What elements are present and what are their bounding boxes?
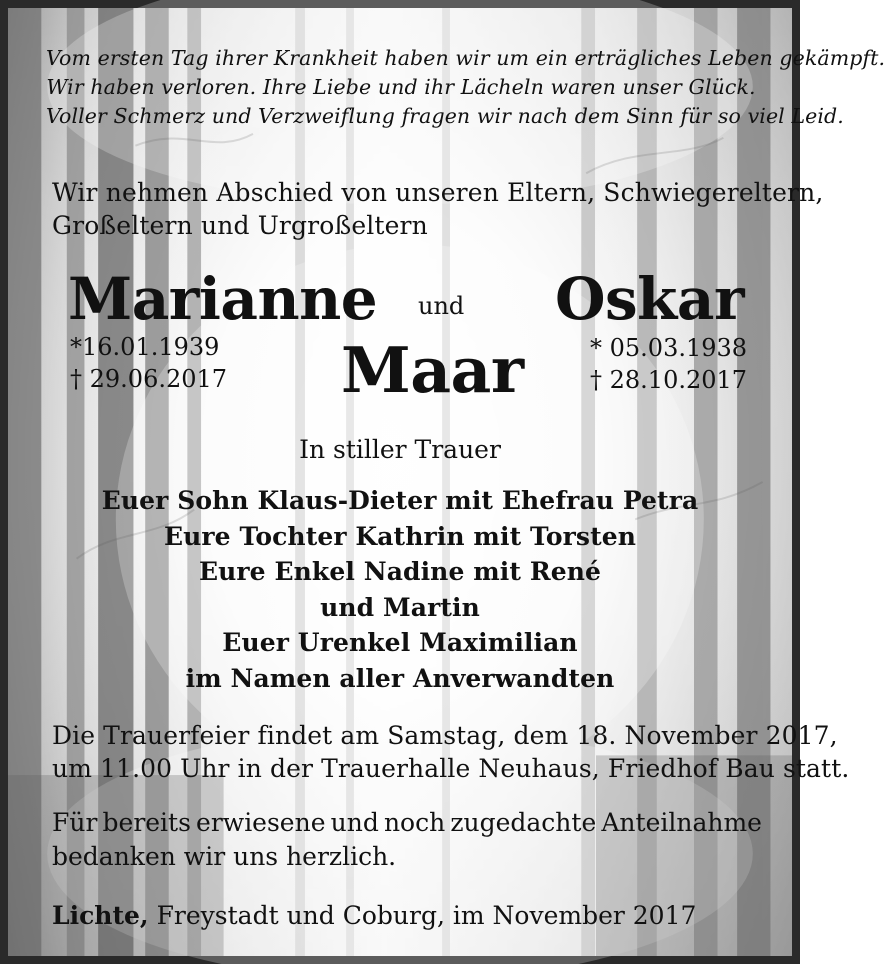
service-text bbox=[52, 719, 850, 786]
farewell-text bbox=[52, 177, 824, 242]
mourning-line-1: Euer Sohn Klaus-Dieter mit Ehefrau Petra bbox=[101, 486, 699, 515]
service-line-1: Die Trauerfeier findet am Samstag, dem 18. November 2017, bbox=[52, 721, 838, 750]
mourning-line-4: und Martin bbox=[320, 592, 480, 622]
death-date-right: † 28.10.2017 bbox=[590, 366, 748, 395]
thanks-word-5: noch bbox=[383, 808, 446, 837]
farewell-line-1: Wir nehmen Abschied von unseren Eltern, Schwiegereltern, bbox=[52, 178, 824, 207]
first-name-left: Marianne bbox=[68, 265, 378, 333]
first-name-right: Oskar bbox=[555, 265, 745, 333]
thanks-text bbox=[52, 806, 762, 874]
farewell-line-2: Großeltern und Urgroßeltern bbox=[52, 210, 428, 240]
mourning-label: In stiller Trauer bbox=[299, 435, 501, 464]
dates-right bbox=[590, 332, 747, 397]
birth-date-right: * 05.03.1938 bbox=[590, 334, 748, 362]
mourning-line-3: Eure Enkel Nadine mit René bbox=[198, 557, 602, 586]
names-joiner: und bbox=[418, 292, 465, 320]
thanks-word-1: Für bbox=[52, 808, 98, 837]
intro-text bbox=[46, 44, 885, 131]
intro-line-3: Voller Schmerz und Verzweiflung fragen wir nach dem Sinn für so viel Leid. bbox=[46, 104, 844, 129]
thanks-line-2: bedanken wir uns herzlich. bbox=[52, 841, 397, 871]
dates-left bbox=[70, 331, 227, 396]
thanks-word-6: zugedachte bbox=[450, 808, 597, 837]
intro-line-1: Vom ersten Tag ihrer Krankheit haben wir um ein erträgliches Leben gekämpft. bbox=[46, 46, 885, 70]
mourning-line-5: Euer Urenkel Maximilian bbox=[222, 628, 578, 657]
mourning-line-6: im Namen aller Anverwandten bbox=[185, 663, 615, 693]
service-line-2: um 11.00 Uhr in der Trauerhalle Neuhaus, Friedhof Bau statt. bbox=[52, 754, 850, 784]
thanks-word-7: Anteilnahme bbox=[601, 808, 762, 837]
mourning-family-list bbox=[8, 483, 792, 696]
signoff-place-bold: Lichte, bbox=[52, 901, 149, 930]
signoff-rest: Freystadt und Coburg, im November 2017 bbox=[148, 901, 697, 930]
notice-content bbox=[8, 8, 885, 956]
signoff-text bbox=[52, 901, 772, 930]
thanks-line-1 bbox=[52, 806, 762, 840]
thanks-word-4: und bbox=[330, 808, 379, 837]
thanks-word-3: erwiesene bbox=[196, 808, 326, 837]
death-date-left: † 29.06.2017 bbox=[70, 365, 228, 394]
birth-date-left: *16.01.1939 bbox=[70, 333, 220, 361]
mourning-line-2: Eure Tochter Kathrin mit Torsten bbox=[163, 521, 637, 551]
family-name: Maar bbox=[341, 333, 524, 407]
intro-line-2: Wir haben verloren. Ihre Liebe und ihr Lächeln waren unser Glück. bbox=[46, 75, 756, 100]
thanks-word-2: bereits bbox=[102, 808, 191, 837]
